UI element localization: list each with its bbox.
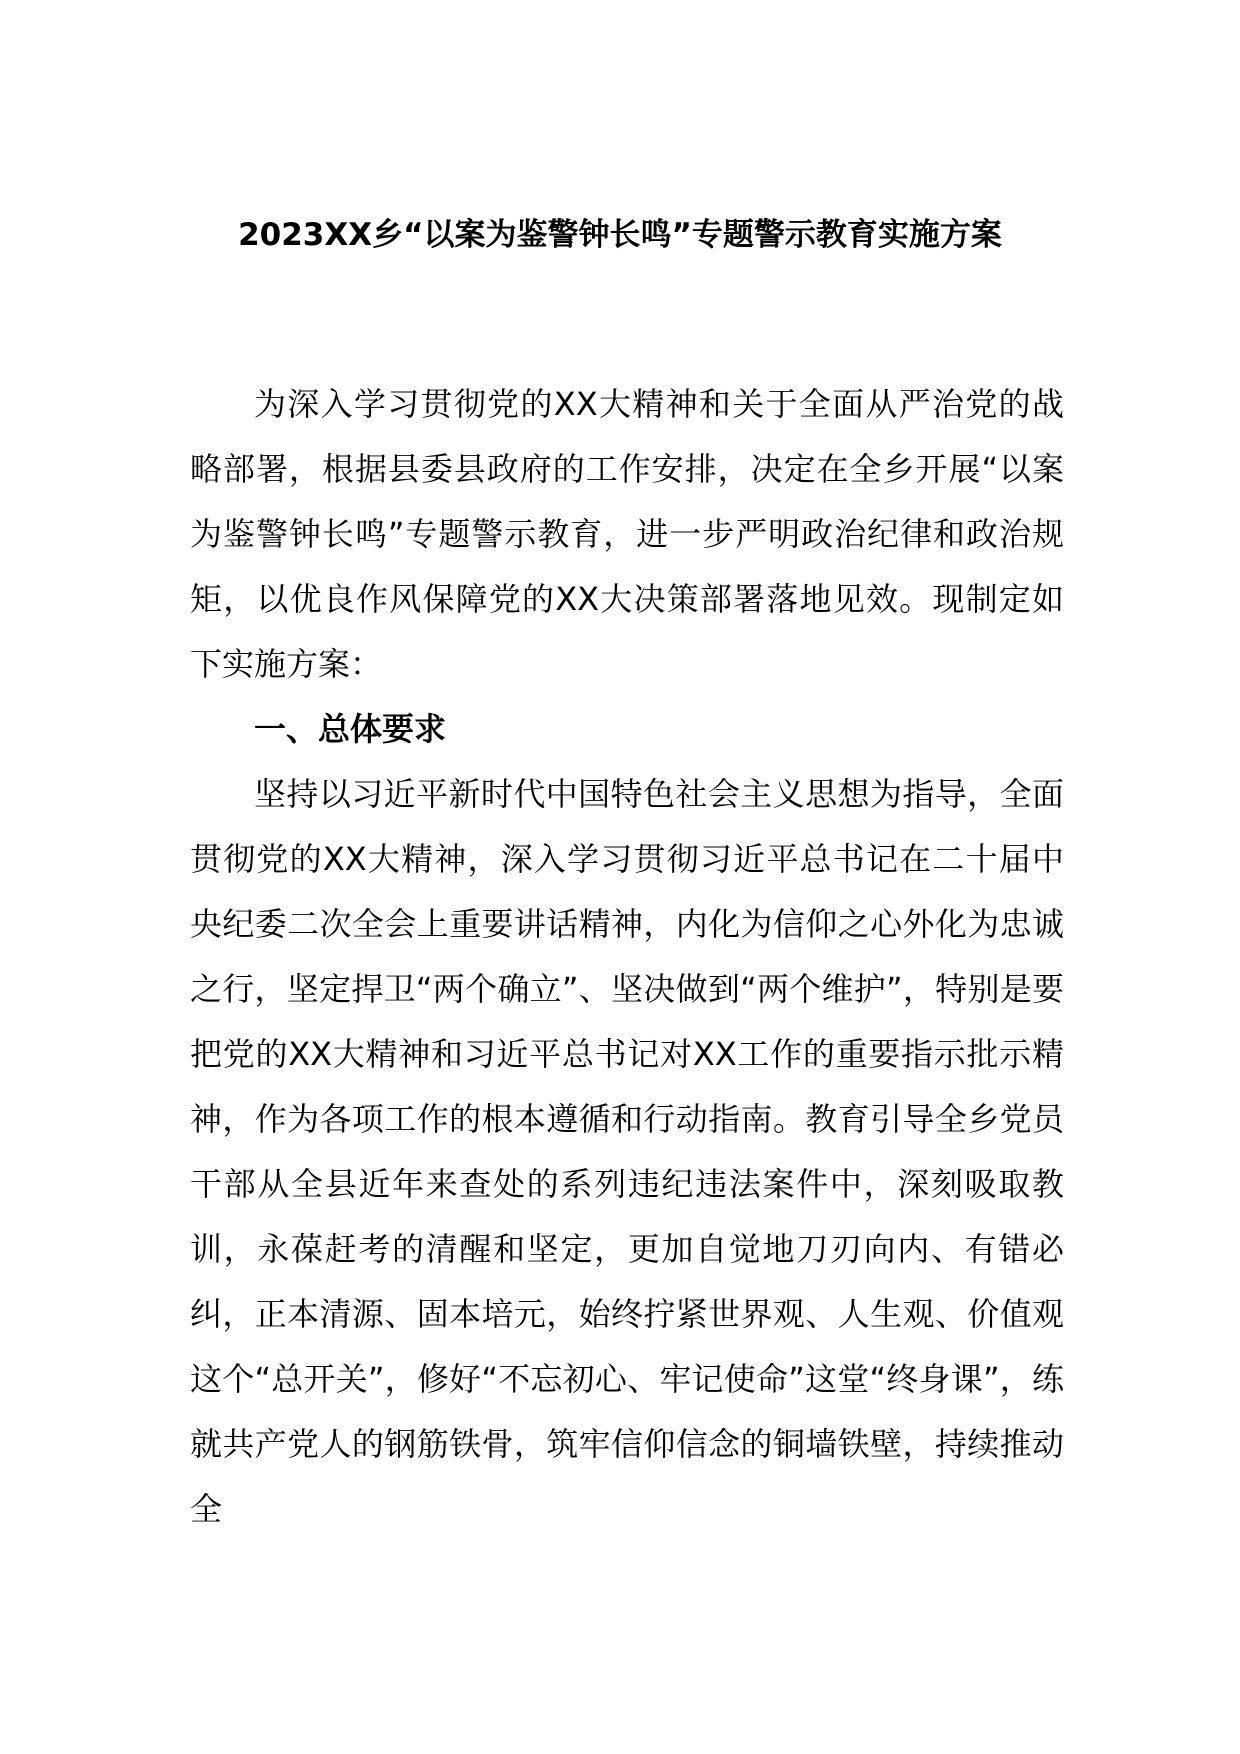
section-paragraph-general-requirements: 坚持以习近平新时代中国特色社会主义思想为指导，全面贯彻党的XX大精神，深入学习贯彻习近平总书记在二十届中央纪委二次全会上重要讲话精神，内化为信仰之心外化为忠诚之行，坚定捍卫“两个确立”、坚决做到“两个维护”，特别是要把党的XX大精神和习近平总书记对XX工作的重要指示批示精神，作为各项工作的根本遵循和行动指南。教育引导全乡党员干部从全县近年来查处的系列违纪违法案件中，深刻吸取教训，永葆赶考的清醒和坚定，更加自觉地刀刃向内、有错必纠，正本清源、固本培元，始终拧紧世界观、人生观、价值观这个“总开关”，修好“不忘初心、牢记使命”这堂“终身课”，练就共产党人的钢筋铁骨，筑牢信仰信念的铜墙铁壁，持续推动全 — [190, 775, 1064, 1528]
document-body — [190, 372, 1064, 1542]
document-title: 2023XX乡“以案为鉴警钟长鸣”专题警示教育实施方案 — [238, 217, 1002, 253]
intro-paragraph: 为深入学习贯彻党的XX大精神和关于全面从严治党的战略部署，根据县委县政府的工作安排，决定在全乡开展“以案为鉴警钟长鸣”专题警示教育，进一步严明政治纪律和政治规矩，以优良作风保障党的XX大决策部署落地见效。现制定如下实施方案： — [190, 385, 1064, 683]
section-heading-general-requirements: 一、总体要求 — [254, 710, 447, 748]
